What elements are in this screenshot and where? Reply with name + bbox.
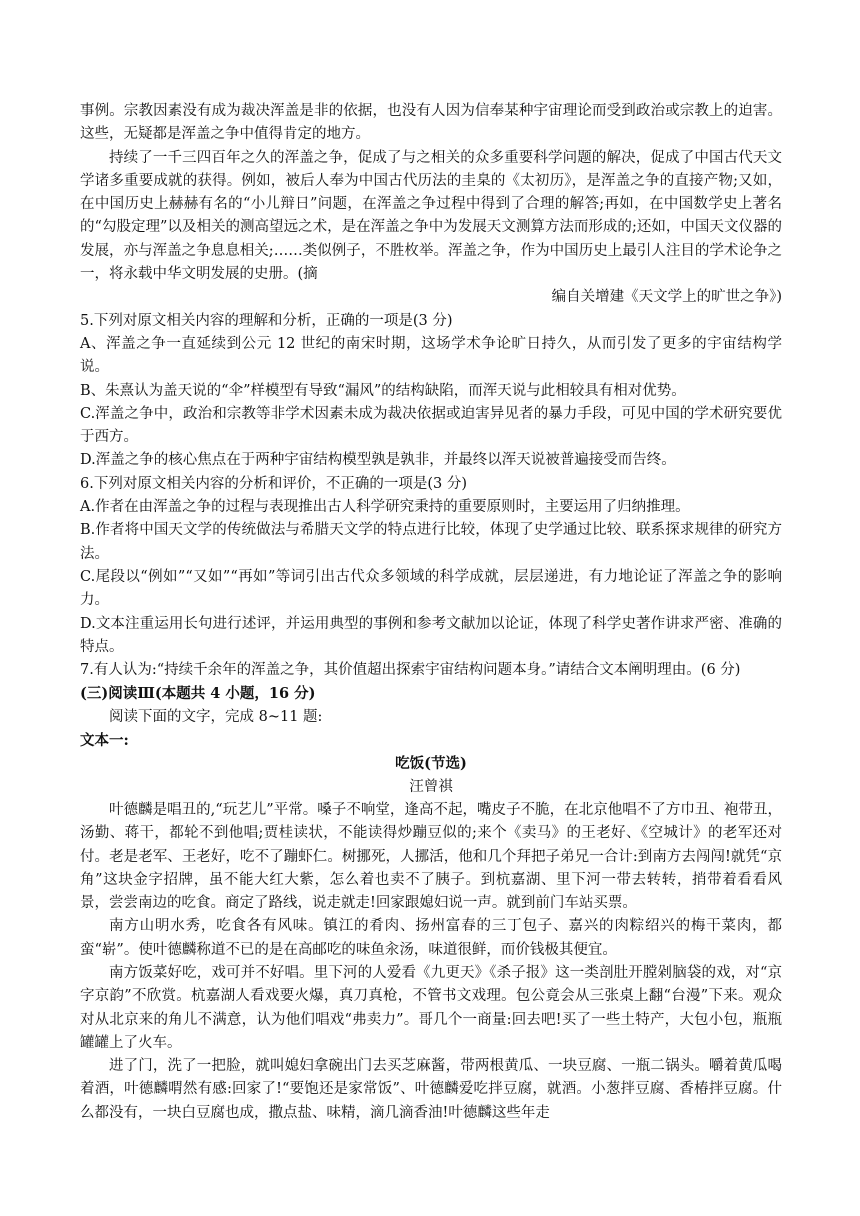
story-paragraph: 南方饭菜好吃，戏可并不好唱。里下河的人爱看《九更天》《杀子报》这一类剖肚开膛剁脑袋的戏，对“京字京韵”不欣赏。杭嘉湖人看戏要火爆，真刀真枪，不管书文戏理。包公竟会从三张桌上翻“台漫”下来。观众对从北京来的角儿不满意，认为他们唱戏“弗卖力”。哥几个一商量:回去吧!买了一些土特产，大包小包，瓶瓶罐罐上了火车。 bbox=[80, 964, 782, 1051]
question-6-option-b: B.作者将中国天文学的传统做法与希腊天文学的特点进行比较，体现了史学通过比较、联系探求规律的研究方法。 bbox=[80, 522, 782, 562]
text-one-label: 文本一: bbox=[80, 732, 129, 750]
question-5-option-c: C.浑盖之争中，政治和宗教等非学术因素未成为裁决依据或迫害异见者的暴力手段，可见中国的学术研究要优于西方。 bbox=[80, 405, 782, 446]
question-6-option-d: D.文本注重运用长句进行述评，并运用典型的事例和参考文献加以论证，体现了科学史著作讲求严密、准确的特点。 bbox=[80, 615, 782, 655]
question-7: 7.有人认为:“持续千余年的浑盖之争，其价值超出探索宇宙结构问题本身。”请结合文本阐明理由。(6 分) bbox=[80, 662, 741, 679]
section-heading: (三)阅读Ⅲ(本题共 4 小题，16 分) bbox=[80, 685, 316, 703]
question-6-stem: 6.下列对原文相关内容的分析和评价，不正确的一项是(3 分) bbox=[80, 475, 467, 492]
paragraph-conclusion: 持续了一千三四百年之久的浑盖之争，促成了与之相关的众多重要科学问题的解决，促成了中国古代天文学诸多重要成就的获得。例如，被后人奉为中国古代历法的圭臬的《太初历》，是浑盖之争的直接产物;又如，在中国历史上赫赫有名的“小儿辩日”问题，在浑盖之争过程中得到了合理的解答;再如，在中国数学史上著名的“勾股定理”以及相关的测高望远之术，是在浑盖之争中为发展天文测算方法而形成的;还如，中国天文仪器的发展，亦与浑盖之争息息相关;……类似例子，不胜枚举。浑盖之争，作为中国历史上最引人注目的学术论争之一，将永载中华文明发展的史册。(摘 bbox=[80, 149, 782, 283]
story-paragraph: 叶德麟是唱丑的,“玩艺儿”平常。嗓子不响堂，逢高不起，嘴皮子不脆，在北京他唱不了方巾丑、袍带丑，汤勤、蒋干，都轮不到他唱;贾桂读状，不能读得炒蹦豆似的;来个《卖马》的王老好、《空城计》的老军还对付。老是老军、王老好，吃不了蹦虾仁。树挪死，人挪活，他和几个拜把子弟兄一合计:到南方去闯闯!就凭“京角”这块金字招牌，虽不能大红大紫，怎么着也卖不了胰子。到杭嘉湖、里下河一带去转转，捎带着看看风景，尝尝南边的吃食。商定了路线，说走就走!回家跟媳妇说一声。就到前门车站买票。 bbox=[80, 801, 782, 912]
question-6-option-a: A.作者在由浑盖之争的过程与表现推出古人科学研究秉持的重要原则时，主要运用了归纳推理。 bbox=[80, 499, 690, 516]
question-6-option-c: C.尾段以“例如”“又如”“再如”等词引出古代众多领域的科学成就，层层递进，有力地论证了浑盖之争的影响力。 bbox=[80, 568, 782, 609]
source-citation: 编自关增建《天文学上的旷世之争》) bbox=[551, 289, 782, 306]
story-author: 汪曾祺 bbox=[409, 778, 453, 795]
story-paragraph: 进了门，洗了一把脸，就叫媳妇拿碗出门去买芝麻酱，带两根黄瓜、一块豆腐、一瓶二锅头。嚼着黄瓜喝着酒，叶德麟喟然有感:回家了!“要饱还是家常饭”、叶德麟爱吃拌豆腐，就酒。小葱拌豆腐、香椿拌豆腐。什么都没有，一块白豆腐也成，撒点盐、味精，滴几滴香油!叶德麟这些年走 bbox=[80, 1058, 782, 1121]
paragraph-continuation: 事例。宗教因素没有成为裁决浑盖是非的依据，也没有人因为信奉某种宇宙理论而受到政治或宗教上的迫害。这些，无疑都是浑盖之争中值得肯定的地方。 bbox=[80, 103, 782, 143]
question-5-option-b: B、朱熹认为盖天说的“伞”样模型有导致“漏风”的结构缺陷，而浑天说与此相较具有相对优势。 bbox=[80, 382, 686, 399]
reading-instruction: 阅读下面的文字，完成 8~11 题: bbox=[109, 708, 323, 725]
story-paragraph: 南方山明水秀，吃食各有风味。镇江的肴肉、扬州富春的三丁包子、嘉兴的肉粽绍兴的梅干菜肉，都蛮“崭”。使叶德麟称道不已的是在高邮吃的味鱼汆汤，味道很鲜，而价钱极其便宜。 bbox=[80, 918, 782, 958]
question-5-option-a: A、浑盖之争一直延续到公元 12 世纪的南宋时期，这场学术争论旷日持久，从而引发了更多的宇宙结构学说。 bbox=[80, 335, 782, 376]
question-5-stem: 5.下列对原文相关内容的理解和分析，正确的一项是(3 分) bbox=[80, 312, 453, 329]
story-title: 吃饭(节选) bbox=[395, 755, 467, 773]
question-5-option-d: D.浑盖之争的核心焦点在于两种宇宙结构模型孰是孰非，并最终以浑天说被普遍接受而告终。 bbox=[80, 452, 676, 469]
document-page bbox=[80, 100, 782, 1125]
